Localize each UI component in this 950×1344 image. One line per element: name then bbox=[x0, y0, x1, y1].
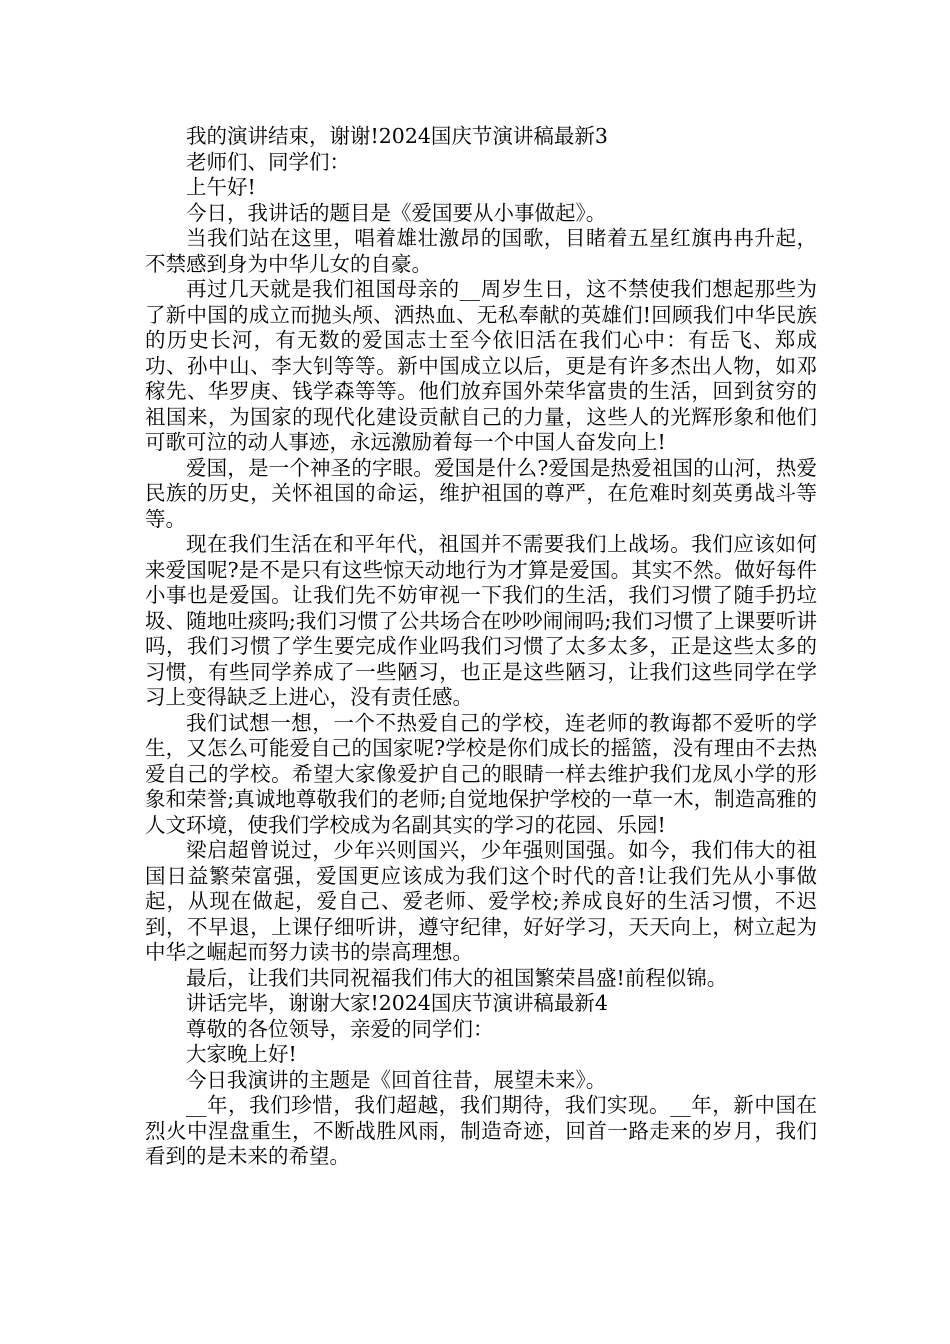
paragraph: 我的演讲结束，谢谢!2024国庆节演讲稿最新3 bbox=[186, 124, 608, 148]
paragraph: 今日，我讲话的题目是《爱国要从小事做起》。 bbox=[186, 200, 607, 225]
paragraph: 梁启超曾说过，少年兴则国兴，少年强则国强。如今，我们伟大的祖国日益繁荣富强，爱国更应该成为我们这个时代的音!让我们先从小事做起，从现在做起，爱自己、爱老师、爱学校;养成良好的生活习惯，不迟到，不早退，上课仔细听讲，遵守纪律，好好学习，天天向上，树立起为中华之崛起而努力读书的崇高理想。 bbox=[145, 838, 817, 964]
paragraph: 再过几天就是我们祖国母亲的__周岁生日，这不禁使我们想起那些为了新中国的成立而抛头颅、洒热血、无私奉献的英雄们!回顾我们中华民族的历史长河，有无数的爱国志士至今依旧活在我们心中：有岳飞、郑成功、孙中山、李大钊等等。新中国成立以后，更是有许多杰出人物，如邓稼先、华罗庚、钱学森等等。他们放弃国外荣华富贵的生活，回到贫穷的祖国来，为国家的现代化建设贡献自己的力量，这些人的光辉形象和他们可歌可泣的动人事迹，永远激励着每一个中国人奋发向上! bbox=[145, 277, 817, 454]
paragraph: 爱国，是一个神圣的字眼。爱国是什么?爱国是热爱祖国的山河，热爱民族的历史，关怀祖国的命运，维护祖国的尊严，在危难时刻英勇战斗等等。 bbox=[145, 455, 817, 531]
paragraph: 上午好! bbox=[186, 175, 256, 199]
paragraph: 老师们、同学们： bbox=[186, 149, 350, 174]
paragraph: 最后，让我们共同祝福我们伟大的祖国繁荣昌盛!前程似锦。 bbox=[186, 965, 728, 990]
paragraph: 今日我演讲的主题是《回首往昔，展望未来》。 bbox=[186, 1067, 607, 1092]
paragraph: 尊敬的各位领导，亲爱的同学们： bbox=[186, 1016, 494, 1041]
paragraph: 我们试想一想，一个不热爱自己的学校，连老师的教诲都不爱听的学生，又怎么可能爱自己的国家呢?学校是你们成长的摇篮，没有理由不去热爱自己的学校。希望大家像爱护自己的眼睛一样去维护我们龙凤小学的形象和荣誉;真诚地尊敬我们的老师;自觉地保护学校的一草一木，制造高雅的人文环境，使我们学校成为名副其实的学习的花园、乐园! bbox=[145, 710, 817, 837]
document-page bbox=[145, 124, 817, 1170]
paragraph: 当我们站在这里，唱着雄壮激昂的国歌，目睹着五星红旗冉冉升起，不禁感到身为中华儿女的自豪。 bbox=[145, 226, 817, 276]
paragraph: __年，我们珍惜，我们超越，我们期待，我们实现。__年，新中国在烈火中涅盘重生，不断战胜风雨，制造奇迹，回首一路走来的岁月，我们看到的是未来的希望。 bbox=[145, 1093, 817, 1168]
paragraph: 讲话完毕，谢谢大家!2024国庆节演讲稿最新4 bbox=[186, 991, 608, 1015]
paragraph: 现在我们生活在和平年代，祖国并不需要我们上战场。我们应该如何来爱国呢?是不是只有这些惊天动地行为才算是爱国。其实不然。做好每件小事也是爱国。让我们先不妨审视一下我们的生活，我们习惯了随手扔垃圾、随地吐痰吗;我们习惯了公共场合在吵吵闹闹吗;我们习惯了上课要听讲吗，我们习惯了学生要完成作业吗我们习惯了太多太多，正是这些太多的习惯，有些同学养成了一些陋习，也正是这些陋习，让我们这些同学在学习上变得缺乏上进心，没有责任感。 bbox=[145, 532, 817, 709]
paragraph: 大家晚上好! bbox=[186, 1042, 297, 1066]
